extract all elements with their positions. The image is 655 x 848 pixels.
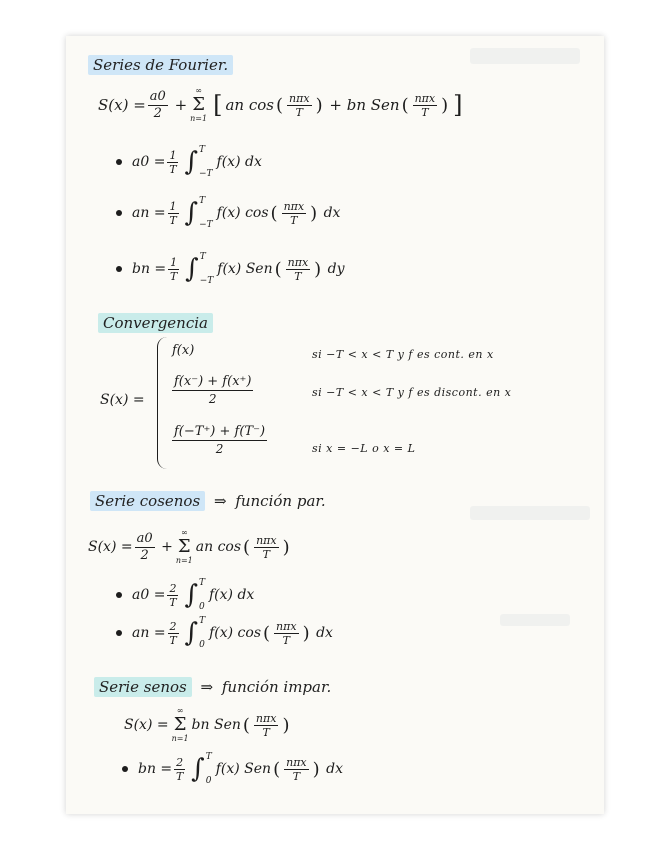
coefficient-bn: bn = $\frac{1}{T}$ ∫ T −T f(x) Sen ( $\frac{\text{nπx}}{T}$ ) dy: [116, 252, 345, 286]
fraction: $\frac{1}{T}$: [169, 199, 177, 227]
bleed-through-mark: [470, 506, 590, 520]
case-1-condition: si −T < x < T y f es cont. en x: [312, 348, 494, 361]
bullet: [116, 592, 122, 598]
fraction: $\frac{f(-T^+) + f(T^-)}{2}$: [174, 424, 266, 456]
bullet: [116, 630, 122, 636]
fraction: $\frac{2}{T}$: [169, 581, 177, 609]
bullet: [122, 766, 128, 772]
case-3-value: [170, 424, 269, 457]
title-highlight: Serie senos: [94, 677, 192, 697]
integral-symbol: ∫ T 0: [191, 752, 212, 786]
fraction: $\frac{\text{nπx}}{T}$: [276, 619, 297, 647]
fraction: $\frac{\text{nπx}}{T}$: [289, 91, 310, 119]
cosine-series-formula: S(x) = $\frac{a0}{2}$ + ∞ Σ n=1 an cos ( $\frac{\text{nπx}}{T}$ ): [88, 528, 290, 565]
fraction: $\frac{\text{nπx}}{T}$: [256, 533, 277, 561]
sine-series-formula: S(x) = ∞ Σ n=1 bn Sen ( $\frac{\text{nπx}}{T}$ ): [124, 706, 290, 743]
fraction: $\frac{a0}{2}$: [149, 88, 166, 121]
section-title-cosenos: [90, 492, 326, 510]
fraction: $\frac{\text{nπx}}{T}$: [414, 91, 436, 119]
title-highlight: Serie cosenos: [90, 491, 205, 511]
sum-symbol: ∞ Σ n=1: [171, 706, 189, 743]
fraction: $\frac{\text{nπx}}{T}$: [287, 255, 309, 283]
fraction: $\frac{2}{T}$: [176, 755, 184, 783]
bullet: [116, 210, 122, 216]
integral-symbol: ∫ T 0: [184, 616, 206, 650]
fraction: $\frac{2}{T}$: [169, 619, 177, 647]
integral-symbol: ∫ T 0: [184, 578, 205, 612]
formula-lhs: S(x) =: [98, 96, 146, 114]
section-title-convergencia: [98, 314, 213, 332]
case-2-condition: si −T < x < T y f es discont. en x: [312, 386, 512, 399]
sum-symbol: ∞ Σ n=1: [190, 86, 208, 123]
cosine-coefficient-a0: a0 = $\frac{2}{T}$ ∫ T 0 f(x) dx: [116, 578, 254, 612]
title-highlight: Convergencia: [98, 313, 213, 333]
fraction: $\frac{1}{T}$: [170, 255, 178, 283]
coefficient-a0: a0 = $\frac{1}{T}$ ∫ T −T f(x) dx: [116, 145, 262, 179]
cosine-coefficient-an: an = $\frac{2}{T}$ ∫ T 0 f(x) cos ( $\frac{\text{nπx}}{T}$ ) dx: [116, 616, 333, 650]
fraction: $\frac{\text{nπx}}{T}$: [283, 199, 305, 227]
bleed-through-mark: [470, 48, 580, 64]
section-note: función impar.: [221, 678, 332, 696]
section-title-senos: [94, 678, 331, 696]
cos-term: an cos: [225, 96, 274, 114]
case-3-condition: si x = −L o x = L: [312, 442, 416, 455]
convergence-lhs: S(x) =: [100, 392, 145, 408]
integral-symbol: ∫ T −T: [185, 252, 214, 286]
section-note: función par.: [235, 492, 326, 510]
sin-term: + bn Sen: [329, 96, 400, 114]
piecewise-brace: [157, 337, 168, 469]
case-2-value: [170, 374, 255, 407]
fraction: $\frac{f(x^-) + f(x^+)}{2}$: [174, 374, 252, 406]
title-highlight: Series de Fourier.: [88, 55, 233, 75]
sum-symbol: ∞ Σ n=1: [175, 528, 193, 565]
bullet: [116, 266, 122, 272]
fraction: $\frac{\text{nπx}}{T}$: [286, 755, 307, 783]
fraction: $\frac{1}{T}$: [169, 148, 177, 176]
implies-arrow-icon: ⇒: [213, 492, 227, 510]
fraction: $\frac{\text{nπx}}{T}$: [255, 711, 277, 739]
fourier-series-formula: S(x) = $\frac{a0}{2}$ + ∞ Σ n=1 [ an cos ( $\frac{\text{nπx}}{T}$ ) + bn Sen ( $\frac{\text{nπx}}{T}$ ) ]: [98, 86, 463, 123]
implies-arrow-icon: ⇒: [200, 678, 214, 696]
coefficient-an: an = $\frac{1}{T}$ ∫ T −T f(x) cos ( $\frac{\text{nπx}}{T}$ ) dx: [116, 196, 340, 230]
section-title-fourier: [88, 56, 233, 74]
integral-symbol: ∫ T −T: [184, 196, 213, 230]
case-1-value: f(x): [172, 343, 195, 358]
integral-symbol: ∫ T −T: [184, 145, 213, 179]
sine-coefficient-bn: bn = $\frac{2}{T}$ ∫ T 0 f(x) Sen ( $\frac{\text{nπx}}{T}$ ) dx: [122, 752, 343, 786]
bullet: [116, 159, 122, 165]
fraction: $\frac{a0}{2}$: [136, 530, 153, 563]
bleed-through-mark: [500, 614, 570, 626]
